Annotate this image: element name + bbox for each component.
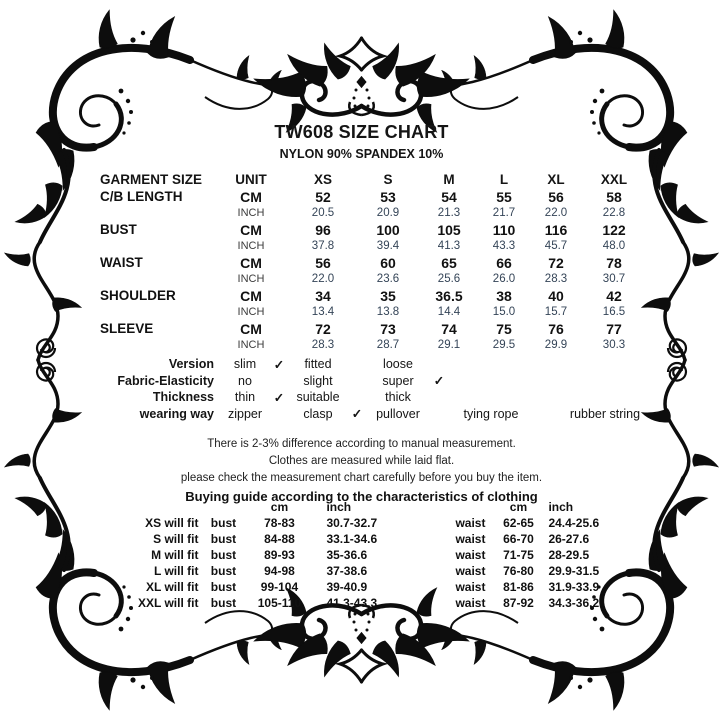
guide-row: [138, 531, 402, 547]
size-value: 74: [441, 320, 457, 337]
guide-measure-label: waist: [455, 532, 486, 546]
size-value: 77: [606, 320, 622, 337]
size-value: 30.3: [602, 339, 626, 351]
guide-inch-value: 34.3-36.2: [548, 596, 600, 610]
size-row: [100, 337, 646, 353]
size-value: 25.6: [437, 273, 461, 285]
size-value: 66: [496, 254, 512, 271]
size-chart-header-row: [100, 170, 646, 188]
guide-header-row: [138, 499, 402, 515]
size-value: 73: [380, 320, 396, 337]
size-value: 75: [496, 320, 512, 337]
guide-cm-value: 99-104: [260, 580, 299, 594]
attribute-option: loose: [383, 357, 413, 372]
measure-label: WAIST: [100, 255, 143, 270]
size-value: 122: [602, 221, 626, 238]
attribute-label: Fabric-Elasticity: [117, 373, 214, 388]
size-value: 23.6: [376, 273, 400, 285]
attribute-option: no: [238, 373, 252, 388]
size-row: [100, 320, 646, 337]
size-col-header: UNIT: [235, 171, 267, 187]
attribute-option: pullover: [376, 406, 420, 421]
buying-guide-section: [138, 499, 622, 611]
size-value: 100: [376, 221, 400, 238]
unit-label: CM: [240, 320, 262, 337]
guide-row: [450, 531, 622, 547]
guide-cm-value: 66-70: [503, 532, 534, 546]
size-row: [100, 271, 646, 287]
measure-label: [100, 238, 212, 254]
guide-inch-value: 28-29.5: [548, 548, 590, 562]
guide-row: [138, 579, 402, 595]
attribute-option: tying rope: [463, 406, 519, 421]
size-value: 34: [315, 287, 331, 304]
guide-measure-label: bust: [210, 548, 237, 562]
unit-label: INCH: [237, 207, 265, 219]
check-icon: ✓: [273, 390, 285, 405]
size-value: 36.5: [435, 287, 463, 304]
size-value: 54: [441, 188, 457, 205]
attributes-section: [95, 356, 676, 422]
guide-inch-value: 39-40.9: [326, 580, 368, 594]
size-value: 53: [380, 188, 396, 205]
size-row: [100, 188, 646, 205]
guide-cm-value: 105-110: [257, 596, 302, 610]
size-value: 55: [496, 188, 512, 205]
guide-inch-value: 31.9-33.9: [548, 580, 600, 594]
bust-guide-table: [138, 499, 402, 611]
unit-label: INCH: [237, 306, 265, 318]
guide-col-header: cm: [509, 500, 528, 514]
guide-cm-value: 71-75: [503, 548, 534, 562]
fabric-composition: NYLON 90% SPANDEX 10%: [279, 147, 444, 161]
size-value: 38: [496, 287, 512, 304]
buying-guide-heading: Buying guide according to the characteristics of clothing: [185, 489, 538, 504]
notes-section: [0, 436, 723, 505]
size-value: 56: [315, 254, 331, 271]
guide-cm-value: 87-92: [503, 596, 534, 610]
size-value: 14.4: [437, 306, 461, 318]
size-col-header: XS: [313, 171, 332, 187]
size-col-header: L: [499, 171, 509, 187]
size-value: 13.4: [311, 306, 335, 318]
size-value: 43.3: [492, 240, 516, 252]
guide-inch-value: 35-36.6: [326, 548, 368, 562]
size-value: 20.9: [376, 207, 400, 219]
size-value: 56: [548, 188, 564, 205]
guide-row: [450, 515, 622, 531]
size-value: 116: [544, 221, 568, 238]
unit-label: INCH: [237, 339, 265, 351]
size-value: 60: [380, 254, 396, 271]
size-value: 35: [380, 287, 396, 304]
guide-inch-value: 24.4-25.6: [548, 516, 600, 530]
size-value: 15.0: [492, 306, 516, 318]
guide-size-label: M will fit: [151, 548, 199, 562]
unit-label: CM: [240, 221, 262, 238]
size-value: 96: [315, 221, 331, 238]
measure-label: [100, 337, 212, 353]
guide-col-header: [138, 499, 198, 515]
check-icon: ✓: [273, 357, 285, 372]
size-value: 26.0: [492, 273, 516, 285]
note-line-3: please check the measurement chart carefully before you buy the item.: [180, 472, 543, 484]
guide-size-label: XXL will fit: [138, 596, 199, 610]
guide-cm-value: 81-86: [503, 580, 534, 594]
guide-cm-value: 89-93: [264, 548, 295, 562]
size-value: 22.0: [311, 273, 335, 285]
attribute-label: Version: [168, 357, 214, 372]
size-row: [100, 221, 646, 238]
guide-cm-value: 62-65: [503, 516, 534, 530]
size-value: 29.9: [544, 339, 568, 351]
unit-label: CM: [240, 287, 262, 304]
guide-cm-value: 78-83: [264, 516, 295, 530]
size-value: 78: [606, 254, 622, 271]
attribute-option: slight: [303, 373, 333, 388]
guide-size-label: L will fit: [154, 564, 199, 578]
size-value: 20.5: [311, 207, 335, 219]
size-value: 72: [315, 320, 331, 337]
measure-label: C/B LENGTH: [100, 189, 183, 204]
size-value: 21.7: [492, 207, 516, 219]
size-value: 30.7: [602, 273, 626, 285]
attribute-option: thin: [234, 390, 256, 405]
size-value: 105: [437, 221, 461, 238]
size-value: 76: [548, 320, 564, 337]
guide-inch-value: 29.9-31.5: [548, 564, 600, 578]
guide-inch-value: 37-38.6: [326, 564, 368, 578]
unit-label: CM: [240, 188, 262, 205]
size-value: 37.8: [311, 240, 335, 252]
guide-row: [450, 579, 622, 595]
size-col-header: XL: [547, 171, 565, 187]
guide-measure-label: waist: [455, 596, 486, 610]
guide-measure-label: waist: [455, 516, 486, 530]
size-value: 16.5: [602, 306, 626, 318]
measure-label: BUST: [100, 222, 137, 237]
size-value: 110: [492, 221, 516, 238]
note-line-2: Clothes are measured while laid flat.: [268, 455, 455, 467]
attribute-option: thick: [385, 390, 411, 405]
attribute-option: zipper: [227, 406, 263, 421]
measure-label: [100, 205, 212, 221]
guide-row: [138, 563, 402, 579]
size-value: 28.3: [311, 339, 335, 351]
guide-measure-label: bust: [210, 516, 237, 530]
unit-label: INCH: [237, 240, 265, 252]
guide-row: [138, 595, 402, 611]
attribute-row: [95, 389, 676, 406]
size-value: 45.7: [544, 240, 568, 252]
measure-label: [100, 304, 212, 320]
size-row: [100, 304, 646, 320]
size-value: 29.5: [492, 339, 516, 351]
attribute-option: fitted: [304, 357, 332, 372]
size-col-header: M: [443, 171, 455, 187]
size-value: 29.1: [437, 339, 461, 351]
guide-measure-label: waist: [455, 548, 486, 562]
size-value: 22.0: [544, 207, 568, 219]
size-row: [100, 205, 646, 221]
attribute-row: [95, 373, 676, 390]
size-row: [100, 238, 646, 254]
size-value: 13.8: [376, 306, 400, 318]
size-value: 52: [315, 188, 331, 205]
size-value: 21.3: [437, 207, 461, 219]
measure-label: SLEEVE: [100, 321, 154, 336]
waist-guide-table: [450, 499, 622, 611]
guide-inch-value: 26-27.6: [548, 532, 590, 546]
guide-header-row: [450, 499, 622, 515]
guide-measure-label: waist: [455, 564, 486, 578]
size-col-header: GARMENT SIZE: [100, 171, 203, 187]
note-line-1: There is 2-3% difference according to manual measurement.: [207, 438, 516, 450]
size-value: 28.3: [544, 273, 568, 285]
guide-row: [138, 515, 402, 531]
guide-col-header: [450, 499, 492, 515]
size-value: 15.7: [544, 306, 568, 318]
size-row: [100, 287, 646, 304]
guide-row: [450, 595, 622, 611]
attribute-option: super: [382, 373, 414, 388]
guide-row: [450, 563, 622, 579]
guide-size-label: S will fit: [153, 532, 199, 546]
guide-size-label: XS will fit: [145, 516, 199, 530]
guide-col-header: inch: [548, 500, 574, 514]
size-col-header: XXL: [600, 171, 628, 187]
attribute-label: Thickness: [152, 390, 214, 405]
size-chart-table: [100, 170, 646, 353]
attribute-option: suitable: [296, 390, 340, 405]
size-value: 40: [548, 287, 564, 304]
attribute-option: clasp: [303, 406, 333, 421]
size-value: 39.4: [376, 240, 400, 252]
measure-label: [100, 271, 212, 287]
size-value: 41.3: [437, 240, 461, 252]
attribute-row: [95, 356, 676, 373]
guide-inch-value: 33.1-34.6: [326, 532, 378, 546]
guide-measure-label: bust: [210, 564, 237, 578]
guide-col-header: cm: [270, 500, 289, 514]
size-value: 72: [548, 254, 564, 271]
guide-size-label: XL will fit: [146, 580, 199, 594]
guide-measure-label: bust: [210, 532, 237, 546]
check-icon: ✓: [433, 374, 445, 389]
guide-measure-label: waist: [455, 580, 486, 594]
unit-label: INCH: [237, 273, 265, 285]
guide-col-header: inch: [326, 500, 352, 514]
attribute-label: wearing way: [139, 406, 214, 421]
attribute-option: rubber string: [569, 406, 641, 421]
size-value: 65: [441, 254, 457, 271]
guide-inch-value: 30.7-32.7: [326, 516, 378, 530]
unit-label: CM: [240, 254, 262, 271]
guide-cm-value: 76-80: [503, 564, 534, 578]
guide-col-header: [198, 499, 248, 515]
check-icon: ✓: [351, 407, 363, 422]
size-value: 48.0: [602, 240, 626, 252]
page-title: TW608 SIZE CHART: [274, 122, 449, 142]
guide-cm-value: 84-88: [264, 532, 295, 546]
guide-measure-label: bust: [210, 596, 237, 610]
size-value: 22.8: [602, 207, 626, 219]
size-col-header: S: [383, 171, 393, 187]
attribute-option: slim: [233, 357, 257, 372]
attribute-row: [95, 406, 676, 423]
size-value: 28.7: [376, 339, 400, 351]
size-row: [100, 254, 646, 271]
guide-inch-value: 41.3-43.3: [326, 596, 378, 610]
measure-label: SHOULDER: [100, 288, 176, 303]
guide-row: [138, 547, 402, 563]
guide-measure-label: bust: [210, 580, 237, 594]
size-value: 58: [606, 188, 622, 205]
guide-row: [450, 547, 622, 563]
guide-cm-value: 94-98: [264, 564, 295, 578]
size-value: 42: [606, 287, 622, 304]
